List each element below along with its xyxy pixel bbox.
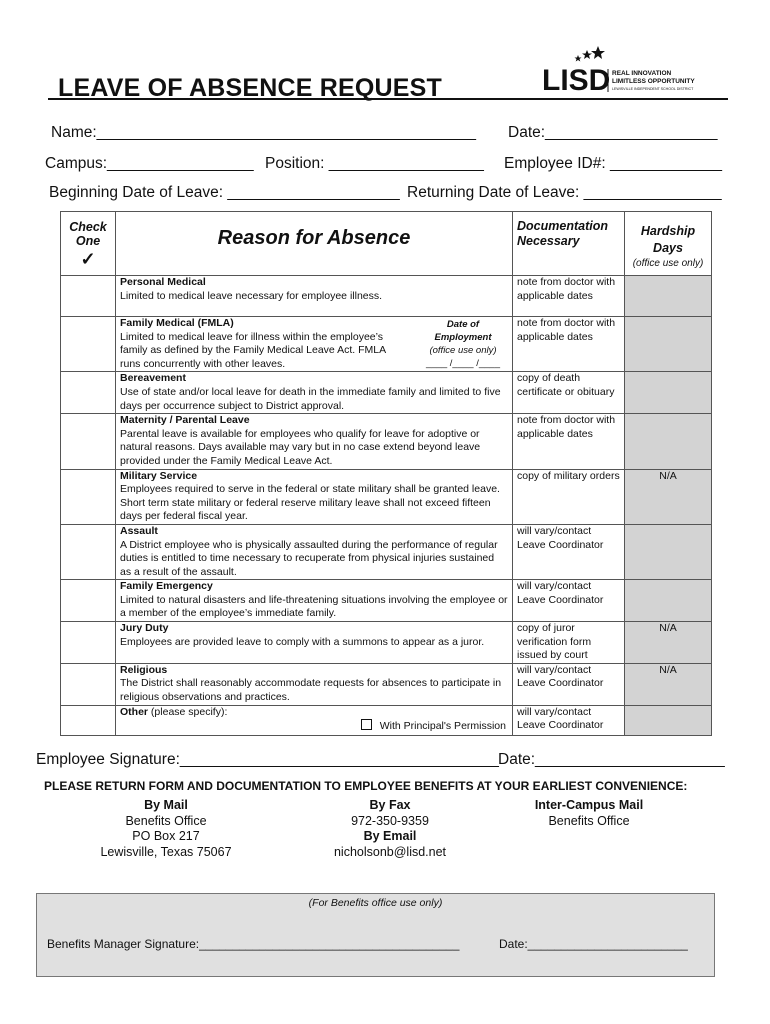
table-row [61,414,712,469]
check-header-line-1: Check [69,220,107,234]
date-field[interactable]: Date:____________________ [508,124,718,141]
doe-line-2: Employment [434,332,492,343]
by-fax-column [310,798,470,860]
check-one-header [61,212,116,276]
return-notice: PLEASE RETURN FORM AND DOCUMENTATION TO EMPLOYEE BENEFITS AT YOUR EARLIEST CONVENIENCE: [44,779,688,793]
table-row [61,705,712,735]
reason-title-suffix: (please specify): [148,705,228,718]
email-address[interactable]: nicholsonb@lisd.net [333,844,447,859]
table-row [61,469,712,524]
reason-title: Family Emergency [120,580,213,593]
documentation-cell: copy of juror verification form issued by court [513,622,625,664]
beginning-date-field[interactable]: Beginning Date of Leave: ____________________ [49,184,400,201]
reason-cell [116,414,513,469]
date-of-employment-box[interactable] [418,318,508,370]
fax-number: 972-350-9359 [351,813,429,828]
hardship-cell[interactable] [625,580,712,622]
hardship-header-line-1: Hardship [640,224,696,238]
check-cell[interactable] [61,317,116,372]
reason-cell [116,622,513,664]
signature-date-field[interactable]: Date:______________________ [498,751,725,768]
logo-tagline-1: REAL INNOVATION [612,70,672,77]
reason-desc: The District shall reasonably accommodate requests for absences to participate in religious observations and practices. [120,677,502,704]
lisd-logo [540,44,725,96]
reason-title: Bereavement [120,372,186,385]
benefits-office-box [36,893,715,977]
check-cell[interactable] [61,622,116,664]
reason-cell [116,276,513,317]
reason-desc: Use of state and/or local leave for death in the immediate family and limited to five days per occurrence subject to District approval. [120,385,501,412]
reason-header [116,212,513,276]
table-row [61,276,712,317]
logo-subtitle: LEWISVILLE INDEPENDENT SCHOOL DISTRICT [612,87,694,91]
principal-permission [361,719,506,734]
mail-line-1: Benefits Office [125,813,207,828]
documentation-cell: copy of military orders [513,469,625,524]
table-row [61,622,712,664]
name-field[interactable]: Name:____________________________________________ [51,124,476,141]
by-mail-column [86,798,246,860]
documentation-cell: will vary/contact Leave Coordinator [513,705,625,735]
hardship-header-line-2: Days [653,241,683,255]
table-row [61,372,712,414]
reason-cell [116,663,513,705]
mail-line-2: PO Box 217 [132,829,200,843]
reason-title: Other [120,705,149,718]
hardship-header-note: (office use only) [632,258,704,269]
reason-cell [116,372,513,414]
reason-cell [116,469,513,524]
check-cell[interactable] [61,414,116,469]
reason-cell [116,580,513,622]
checkmark-icon: ✓ [80,249,96,269]
reason-title: Personal Medical [120,276,206,288]
inter-campus-line-1: Benefits Office [548,813,630,828]
reason-header-text: Reason for Absence [217,227,411,249]
documentation-cell: note from doctor with applicable dates [513,414,625,469]
table-row [61,663,712,705]
documentation-cell: note from doctor with applicable dates [513,317,625,372]
hardship-na: N/A [625,663,712,705]
benefits-manager-signature-field[interactable]: Benefits Manager Signature:_______________________________________ [47,937,460,951]
hardship-cell[interactable] [625,705,712,735]
reason-title: Religious [120,663,168,676]
doc-header-line-1: Documentation [517,219,608,233]
table-header-row [61,212,712,276]
check-cell[interactable] [61,372,116,414]
by-email-heading: By Email [363,829,417,843]
check-cell[interactable] [61,524,116,579]
reason-cell [116,317,513,372]
reason-title: Maternity / Parental Leave [120,414,250,427]
table-row [61,580,712,622]
hardship-na: N/A [625,469,712,524]
position-field[interactable]: Position: __________________ [265,155,484,172]
hardship-cell[interactable] [625,317,712,372]
table-row [61,317,712,372]
doc-header-line-2: Necessary [517,234,580,248]
returning-date-field[interactable]: Returning Date of Leave: ________________ [407,184,722,201]
reason-desc: Parental leave is available for employees who qualify for leave for adoptive or natural reasons. Days available may vary but in no case extend beyond leave provided under the Family Medical Leave Act. [120,427,481,467]
documentation-cell: copy of death certificate or obituary [513,372,625,414]
documentation-cell: will vary/contact Leave Coordinator [513,524,625,579]
stars-icon [575,46,606,62]
employee-id-field[interactable]: Employee ID#: _____________ [504,155,723,172]
employee-signature-field[interactable]: Employee Signature:_____________________________________ [36,751,499,768]
hardship-header [625,212,712,276]
check-cell[interactable] [61,580,116,622]
reason-desc: Employees required to serve in the federal or state military shall be granted leave. Short term state military or federal reserve military leave shall not exceed fifteen days per federal fiscal year. [120,483,500,523]
hardship-cell[interactable] [625,276,712,317]
documentation-header [513,212,625,276]
reason-title: Family Medical (FMLA) [120,317,234,329]
mail-line-3: Lewisville, Texas 75067 [100,844,232,859]
check-cell[interactable] [61,276,116,317]
reason-desc: Limited to medical leave necessary for employee illness. [120,289,383,302]
principal-permission-checkbox[interactable] [361,719,372,730]
inter-campus-heading: Inter-Campus Mail [534,798,644,812]
title-rule [48,98,728,100]
reason-desc: Employees are provided leave to comply with a summons to appear as a juror. [120,635,485,648]
principal-permission-label: With Principal's Permission [379,720,506,733]
reason-title: Jury Duty [120,622,169,635]
doe-line-1: Date of [446,319,480,330]
page-title: LEAVE OF ABSENCE REQUEST [58,74,443,102]
hardship-cell[interactable] [625,372,712,414]
documentation-cell: note from doctor with applicable dates [513,276,625,317]
benefits-date-field[interactable]: Date:________________________ [499,937,688,951]
hardship-cell[interactable] [625,524,712,579]
check-cell[interactable] [61,663,116,705]
hardship-na: N/A [625,622,712,664]
office-use-note: (For Benefits office use only) [308,897,443,909]
reason-desc: A District employee who is physically assaulted during the performance of regular duties is entitled to time necessary to recuperate from physical injuries sustained as a result of the assault. [120,538,498,578]
reason-title: Assault [120,524,158,537]
logo-tagline-2: LIMITLESS OPPORTUNITY [612,78,695,85]
reason-cell [116,524,513,579]
reason-desc: Limited to natural disasters and life-threatening situations involving the employee or a member of the employee’s immediate family. [120,593,508,620]
documentation-cell: will vary/contact Leave Coordinator [513,663,625,705]
table-row [61,524,712,579]
campus-field[interactable]: Campus:_________________ [45,155,254,172]
reason-title: Military Service [120,469,198,482]
reason-desc: Limited to medical leave for illness within the employee’s family as defined by the Family Medical Leave Act. FMLA runs concurrently with other leaves. [120,330,386,370]
check-header-line-2: One [75,234,101,248]
doe-line-3: (office use only) [429,345,497,356]
reason-cell [116,705,513,735]
logo-name: LISD [542,64,611,96]
reason-table [60,211,712,736]
by-fax-heading: By Fax [369,798,411,812]
hardship-cell[interactable] [625,414,712,469]
doe-line-4: ____ /____ /____ [426,358,500,369]
check-cell[interactable] [61,469,116,524]
check-cell[interactable] [61,705,116,735]
documentation-cell: will vary/contact Leave Coordinator [513,580,625,622]
by-mail-heading: By Mail [144,798,188,812]
inter-campus-column [509,798,669,829]
